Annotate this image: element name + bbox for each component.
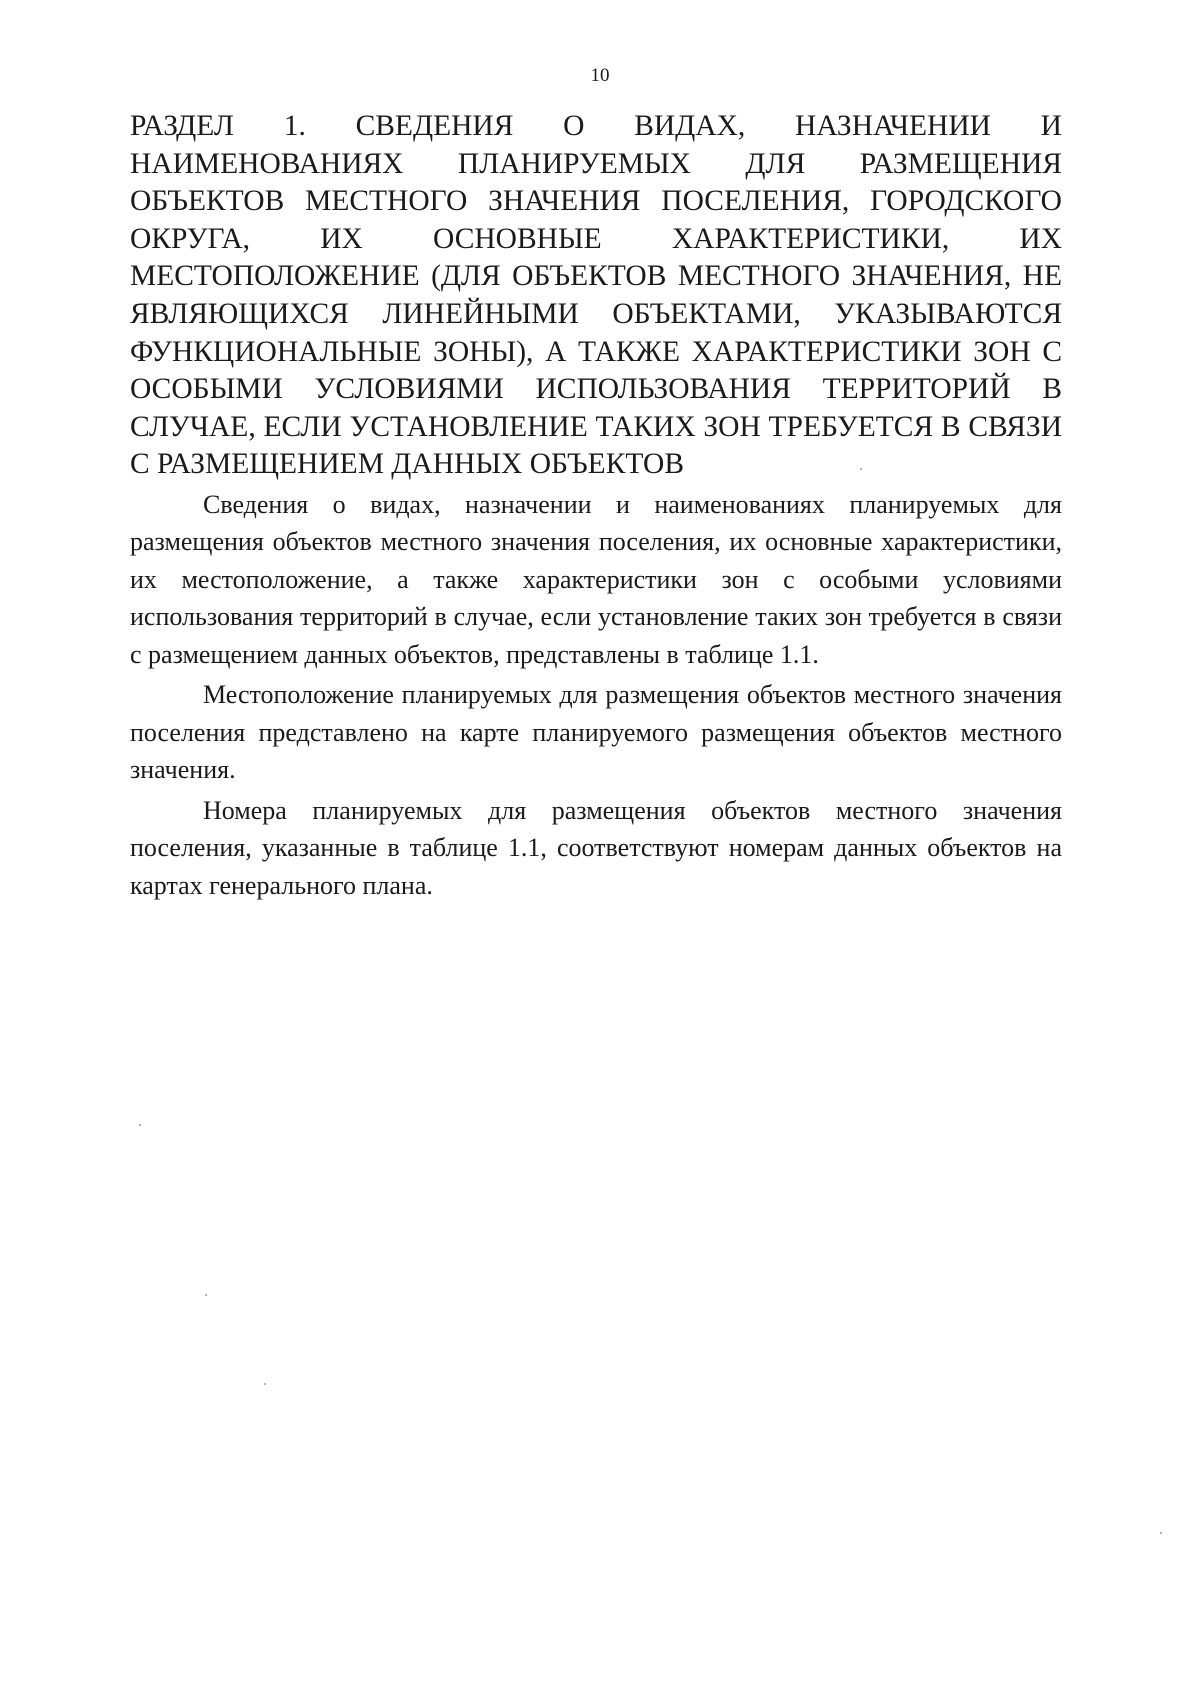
page-content xyxy=(130,108,1062,904)
section-heading: РАЗДЕЛ 1. СВЕДЕНИЯ О ВИДАХ, НАЗНАЧЕНИИ И НАИМЕНОВАНИЯХ ПЛАНИРУЕМЫХ ДЛЯ РАЗМЕЩЕНИЯ ОБЪЕКТОВ МЕСТНОГО ЗНАЧЕНИЯ ПОСЕЛЕНИЯ, ГОРОДСКОГО ОКРУГА, ИХ ОСНОВНЫЕ ХАРАКТЕРИСТИКИ, ИХ МЕСТОПОЛОЖЕНИЕ (ДЛЯ ОБЪЕКТОВ МЕСТНОГО ЗНАЧЕНИЯ, НЕ ЯВЛЯЮЩИХСЯ ЛИНЕЙНЫМИ ОБЪЕКТАМИ, УКАЗЫВАЮТСЯ ФУНКЦИОНАЛЬНЫЕ ЗОНЫ), А ТАКЖЕ ХАРАКТЕРИСТИКИ ЗОН С ОСОБЫМИ УСЛОВИЯМИ ИСПОЛЬЗОВАНИЯ ТЕРРИТОРИЙ В СЛУЧАЕ, ЕСЛИ УСТАНОВЛЕНИЕ ТАКИХ ЗОН ТРЕБУЕТСЯ В СВЯЗИ С РАЗМЕЩЕНИЕМ ДАННЫХ ОБЪЕКТОВ xyxy=(130,110,1062,481)
scan-speck xyxy=(205,1294,207,1296)
paragraph-object-info: Сведения о видах, назначении и наименованиях планируемых для размещения объектов местного значения поселения, их основные характеристики, их местоположение, а также характеристики зон с особыми условиями использования территорий в случае, если установление таких зон требуется в связи с размещением данных объектов, представлены в таблице 1.1. xyxy=(130,489,1062,669)
paragraph-location: Местоположение планируемых для размещения объектов местного значения поселения представлено на карте планируемого размещения объектов местного значения. xyxy=(130,680,1062,785)
scan-speck xyxy=(139,1124,141,1126)
scan-speck xyxy=(860,468,862,470)
page-number: 10 xyxy=(590,65,610,86)
paragraph-numbering: Номера планируемых для размещения объектов местного значения поселения, указанные в таблице 1.1, соответствуют номерам данных объектов на картах генерального плана. xyxy=(130,795,1062,900)
scan-speck xyxy=(264,1383,266,1385)
scan-speck xyxy=(1160,1532,1162,1534)
